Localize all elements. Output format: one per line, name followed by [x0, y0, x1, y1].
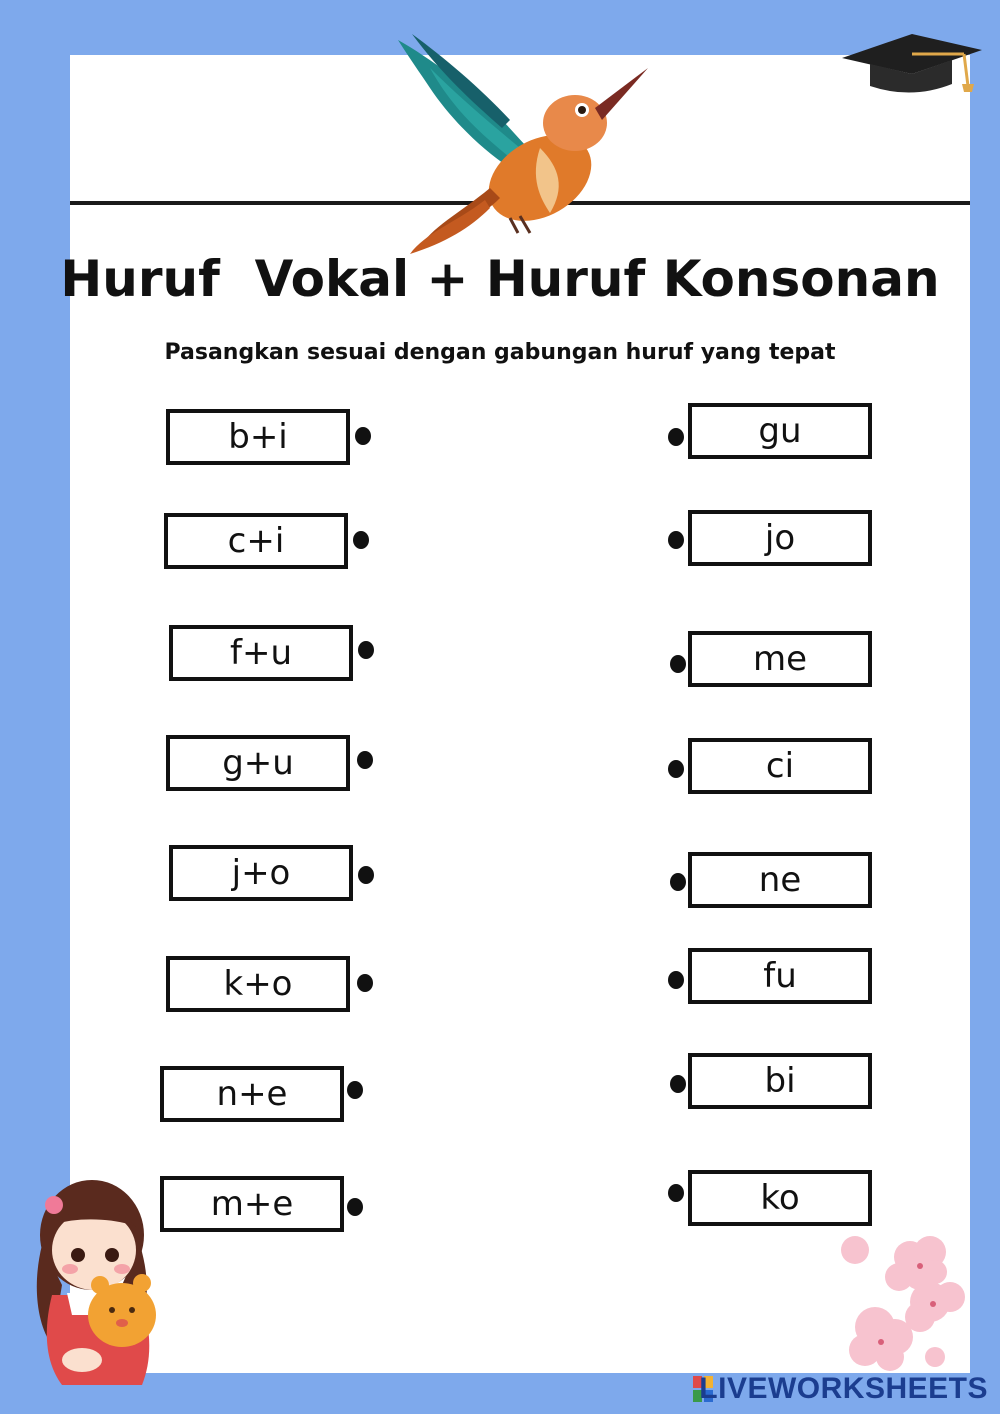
cherry-blossom-decoration — [835, 1232, 970, 1372]
right-connector-dot[interactable] — [668, 531, 684, 549]
right-item[interactable]: fu — [688, 948, 872, 1004]
right-item[interactable]: gu — [688, 403, 872, 459]
right-connector-dot[interactable] — [670, 873, 686, 891]
left-connector-dot[interactable] — [358, 866, 374, 884]
right-connector-dot[interactable] — [670, 1075, 686, 1093]
right-connector-dot[interactable] — [670, 655, 686, 673]
kingfisher-bird-image — [390, 28, 660, 263]
right-item[interactable]: ne — [688, 852, 872, 908]
left-connector-dot[interactable] — [355, 427, 371, 445]
left-item[interactable]: b+i — [166, 409, 350, 465]
right-connector-dot[interactable] — [668, 760, 684, 778]
left-item[interactable]: j+o — [169, 845, 353, 901]
left-item[interactable]: m+e — [160, 1176, 344, 1232]
left-item[interactable]: k+o — [166, 956, 350, 1012]
left-item[interactable]: c+i — [164, 513, 348, 569]
right-connector-dot[interactable] — [668, 1184, 684, 1202]
right-item[interactable]: bi — [688, 1053, 872, 1109]
left-item[interactable]: n+e — [160, 1066, 344, 1122]
left-connector-dot[interactable] — [357, 974, 373, 992]
graduation-cap-icon — [840, 30, 985, 100]
left-item[interactable]: f+u — [169, 625, 353, 681]
right-item[interactable]: ci — [688, 738, 872, 794]
left-item[interactable]: g+u — [166, 735, 350, 791]
girl-with-teddy-illustration — [22, 1165, 182, 1395]
left-connector-dot[interactable] — [347, 1198, 363, 1216]
right-item[interactable]: me — [688, 631, 872, 687]
right-connector-dot[interactable] — [668, 971, 684, 989]
left-connector-dot[interactable] — [358, 641, 374, 659]
left-connector-dot[interactable] — [357, 751, 373, 769]
right-item[interactable]: jo — [688, 510, 872, 566]
right-connector-dot[interactable] — [668, 428, 684, 446]
left-connector-dot[interactable] — [347, 1081, 363, 1099]
brand-logo-text: LIVEWORKSHEETS — [699, 1372, 988, 1405]
instruction-text: Pasangkan sesuai dengan gabungan huruf yang tepat — [164, 340, 836, 365]
page-title: Huruf Vokal + Huruf Konsonan — [60, 250, 940, 308]
right-item[interactable]: ko — [688, 1170, 872, 1226]
left-connector-dot[interactable] — [353, 531, 369, 549]
